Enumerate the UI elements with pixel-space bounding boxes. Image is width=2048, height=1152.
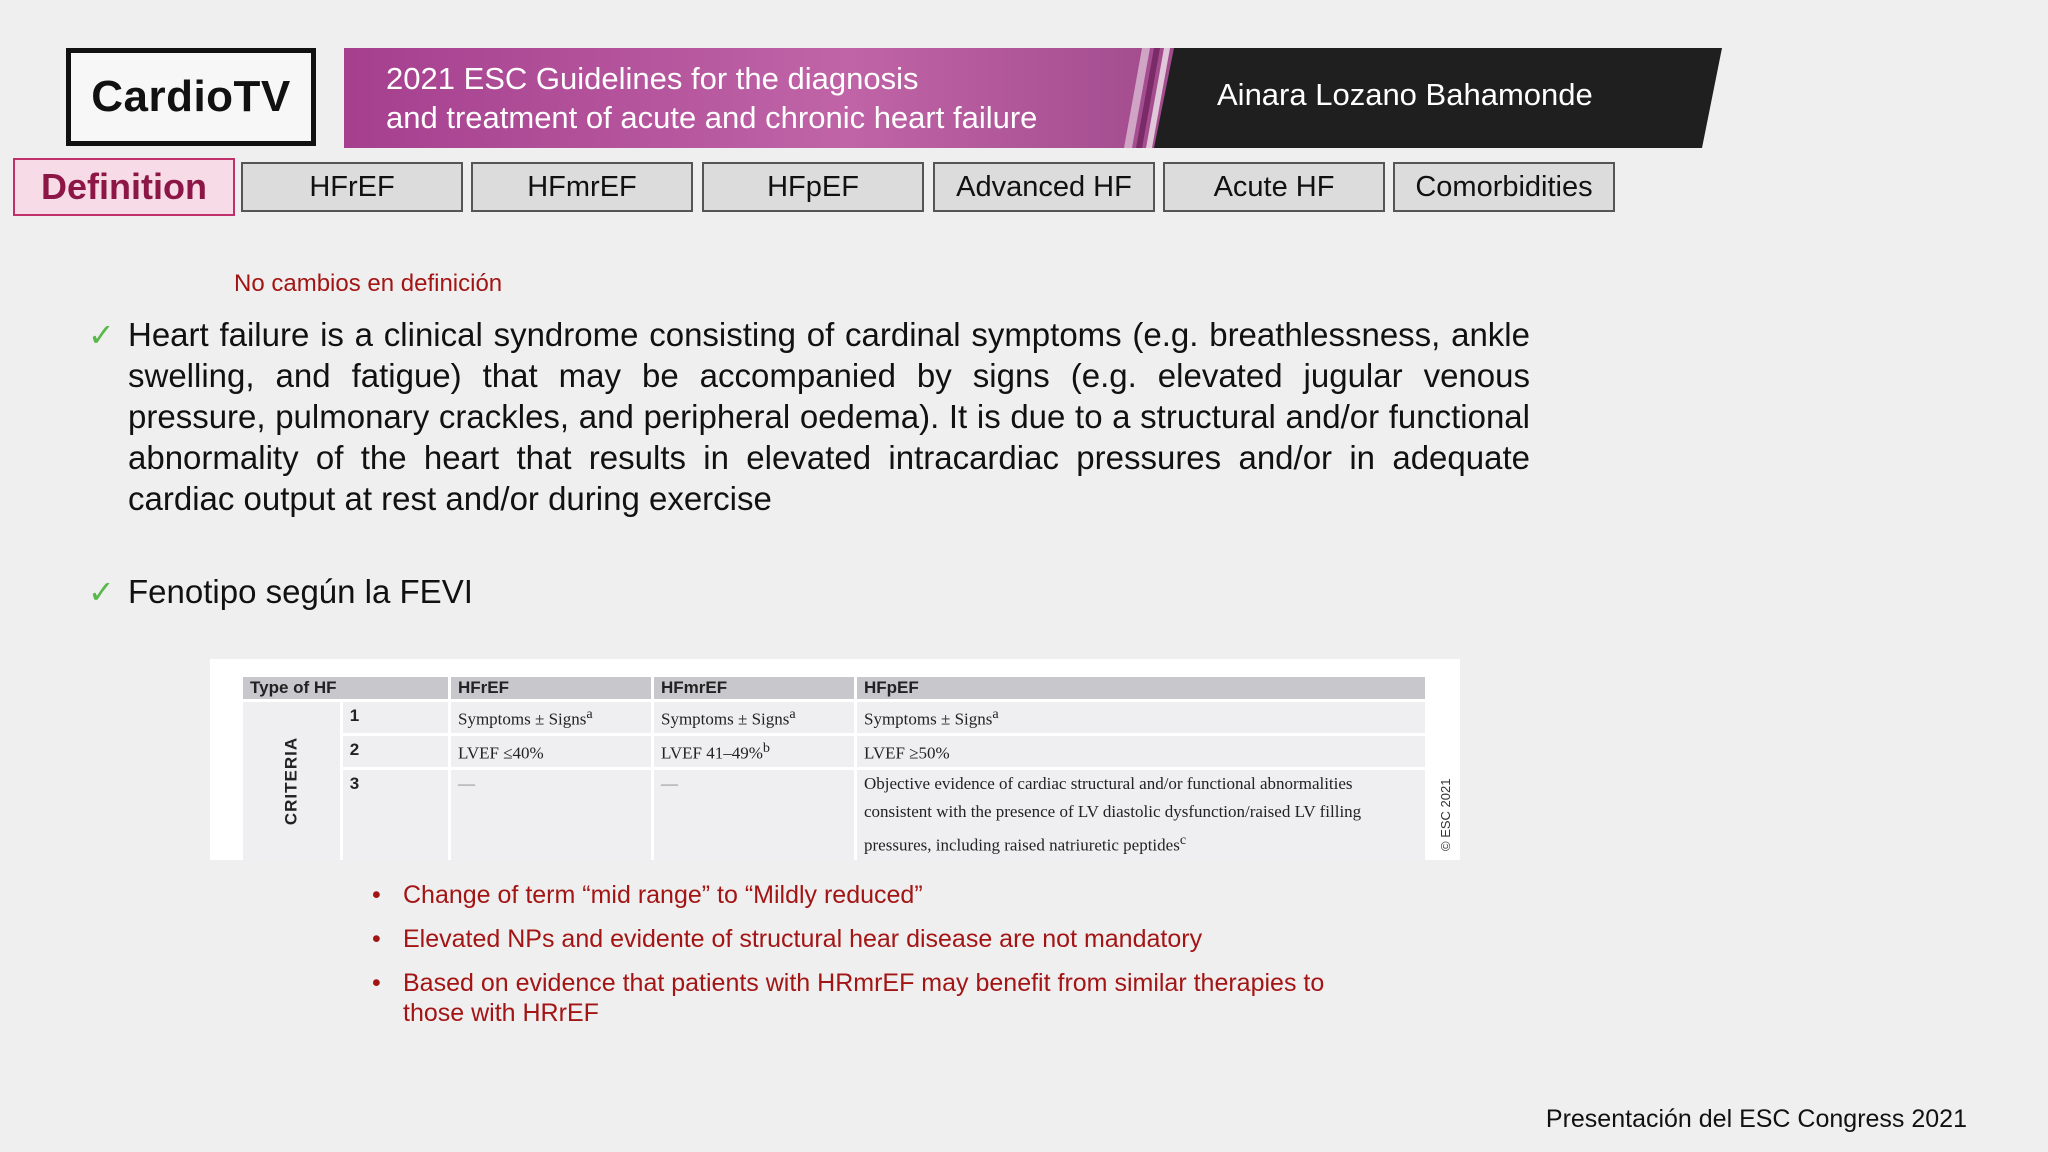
tab-hfref[interactable]: HFrEF bbox=[241, 162, 463, 212]
table-cell: LVEF ≥50% bbox=[857, 736, 1425, 767]
table-header-row bbox=[243, 677, 1425, 699]
table-row bbox=[243, 736, 1425, 767]
title-line-2: and treatment of acute and chronic heart failure bbox=[386, 100, 1038, 135]
criteria-label: CRITERIA bbox=[281, 736, 301, 825]
tab-comorbidities[interactable]: Comorbidities bbox=[1393, 162, 1615, 212]
footer-caption: Presentación del ESC Congress 2021 bbox=[1545, 1105, 1967, 1133]
criteria-label-cell bbox=[243, 702, 340, 860]
esc-copyright: © ESC 2021 bbox=[1438, 778, 1453, 851]
list-item: • Based on evidence that patients with HRmrEF may benefit from similar therapies to those with HRrEF bbox=[370, 968, 1390, 1028]
phenotype-heading: Fenotipo según la FEVI bbox=[128, 573, 473, 610]
criterion-number: 2 bbox=[343, 736, 448, 767]
checkmark-icon: ✓ bbox=[88, 317, 115, 353]
change-notes-list bbox=[370, 880, 1390, 1042]
header-hfmref: HFmrEF bbox=[654, 677, 854, 699]
presenter-name: Ainara Lozano Bahamonde bbox=[1217, 77, 1593, 112]
hf-classification-table-card bbox=[210, 659, 1460, 860]
header-type-of-hf: Type of HF bbox=[243, 677, 448, 699]
cardiotv-logo: CardioTV bbox=[66, 48, 316, 146]
table-row bbox=[243, 770, 1425, 860]
table-cell: LVEF ≤40% bbox=[451, 736, 651, 767]
criterion-number: 1 bbox=[343, 702, 448, 733]
presentation-title bbox=[386, 59, 1146, 137]
table-cell: Objective evidence of cardiac structural and/or functional abnormalities consistent with the presence of LV diastolic dysfunction/raised LV filling pressures, including raised natriuretic peptides$^c$ bbox=[857, 770, 1425, 860]
table-cell: Symptoms ± Signs$^a$ bbox=[654, 702, 854, 733]
criterion-number: 3 bbox=[343, 770, 448, 860]
list-item: • Change of term “mid range” to “Mildly reduced” bbox=[370, 880, 1390, 910]
checkmark-icon: ✓ bbox=[88, 574, 115, 610]
table-cell: Symptoms ± Signs$^a$ bbox=[857, 702, 1425, 733]
tab-acute-hf[interactable]: Acute HF bbox=[1163, 162, 1385, 212]
tab-definition[interactable]: Definition bbox=[13, 158, 235, 216]
table-cell: — bbox=[654, 770, 854, 860]
tab-hfpef[interactable]: HFpEF bbox=[702, 162, 924, 212]
tab-hfmref[interactable]: HFmrEF bbox=[471, 162, 693, 212]
definition-paragraph: Heart failure is a clinical syndrome consisting of cardinal symptoms (e.g. breathlessness, ankle swelling, and fatigue) that may be accompanied by signs (e.g. elevated jugular venous pressure, pulmonary crackles, and peripheral oedema). It is due to a structural and/or functional abnormality of the heart that results in elevated intracardiac pressures and/or in adequate cardiac output at rest and/or during exercise bbox=[128, 316, 1530, 517]
header-hfpef: HFpEF bbox=[857, 677, 1425, 699]
title-banner bbox=[344, 48, 1722, 148]
table-cell: LVEF 41–49%$^b$ bbox=[654, 736, 854, 767]
table-row bbox=[243, 702, 1425, 733]
hf-classification-table bbox=[240, 674, 1428, 863]
table-cell: — bbox=[451, 770, 651, 860]
definition-note: No cambios en definición bbox=[234, 270, 503, 297]
header-hfref: HFrEF bbox=[451, 677, 651, 699]
tab-advanced-hf[interactable]: Advanced HF bbox=[933, 162, 1155, 212]
list-item: • Elevated NPs and evidente of structural hear disease are not mandatory bbox=[370, 924, 1390, 954]
title-line-1: 2021 ESC Guidelines for the diagnosis bbox=[386, 61, 919, 96]
table-cell: Symptoms ± Signs$^a$ bbox=[451, 702, 651, 733]
